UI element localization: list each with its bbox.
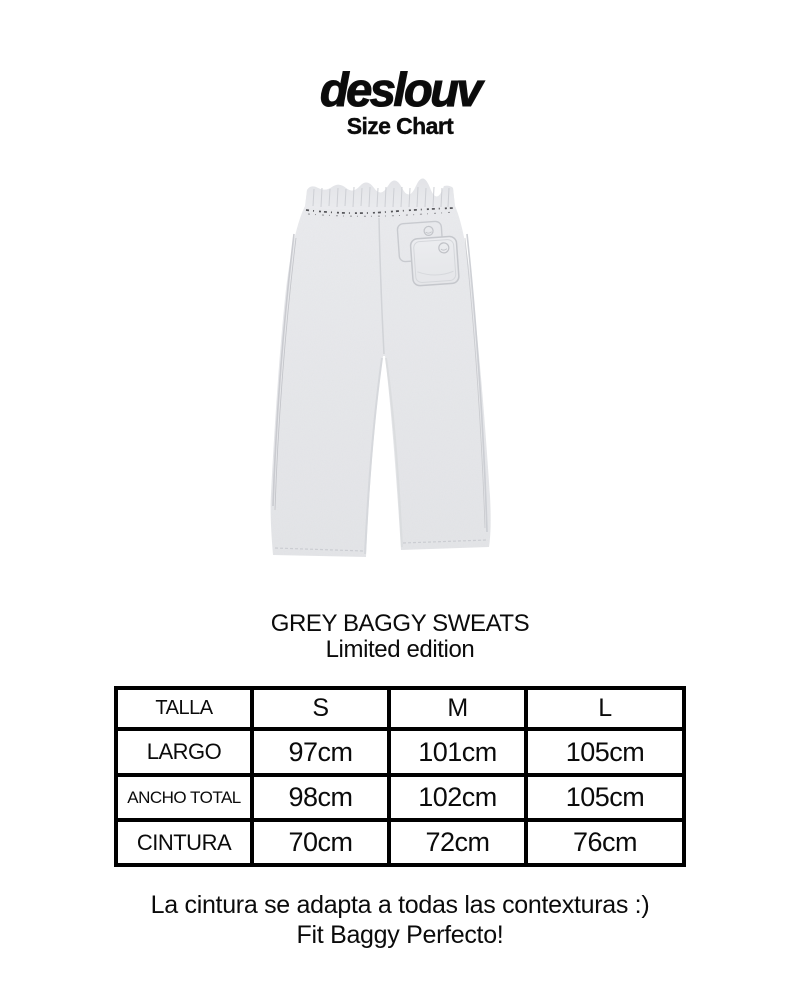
table-row-cintura xyxy=(116,820,684,865)
size-table-header-row xyxy=(116,688,684,729)
value-cintura-m: 72cm xyxy=(389,820,526,865)
row-label-largo: LARGO xyxy=(116,729,252,775)
table-row-ancho-total xyxy=(116,775,684,820)
fit-note-line-2: Fit Baggy Perfecto! xyxy=(296,921,504,949)
header-cell-size-l: L xyxy=(526,688,684,729)
brand-logo: deslouv xyxy=(319,63,481,116)
value-ancho-m: 102cm xyxy=(389,775,526,820)
sweatpants-back-view-image xyxy=(258,176,514,568)
value-largo-m: 101cm xyxy=(389,729,526,775)
table-row-largo xyxy=(116,729,684,775)
header-cell-size-s: S xyxy=(252,688,389,729)
product-image xyxy=(258,176,514,568)
size-table xyxy=(114,686,686,867)
header-cell-talla: TALLA xyxy=(116,688,252,729)
product-name: GREY BAGGY SWEATS xyxy=(270,610,530,637)
value-largo-l: 105cm xyxy=(526,729,684,775)
value-ancho-l: 105cm xyxy=(526,775,684,820)
value-largo-s: 97cm xyxy=(252,729,389,775)
row-label-cintura: CINTURA xyxy=(116,820,252,865)
product-edition: Limited edition xyxy=(325,636,475,663)
value-cintura-s: 70cm xyxy=(252,820,389,865)
value-cintura-l: 76cm xyxy=(526,820,684,865)
value-ancho-s: 98cm xyxy=(252,775,389,820)
row-label-ancho-total: ANCHO TOTAL xyxy=(116,775,252,820)
page-title: Size Chart xyxy=(346,113,454,139)
fit-note-line-1: La cintura se adapta a todas las contexturas :) xyxy=(150,891,650,919)
header-cell-size-m: M xyxy=(389,688,526,729)
